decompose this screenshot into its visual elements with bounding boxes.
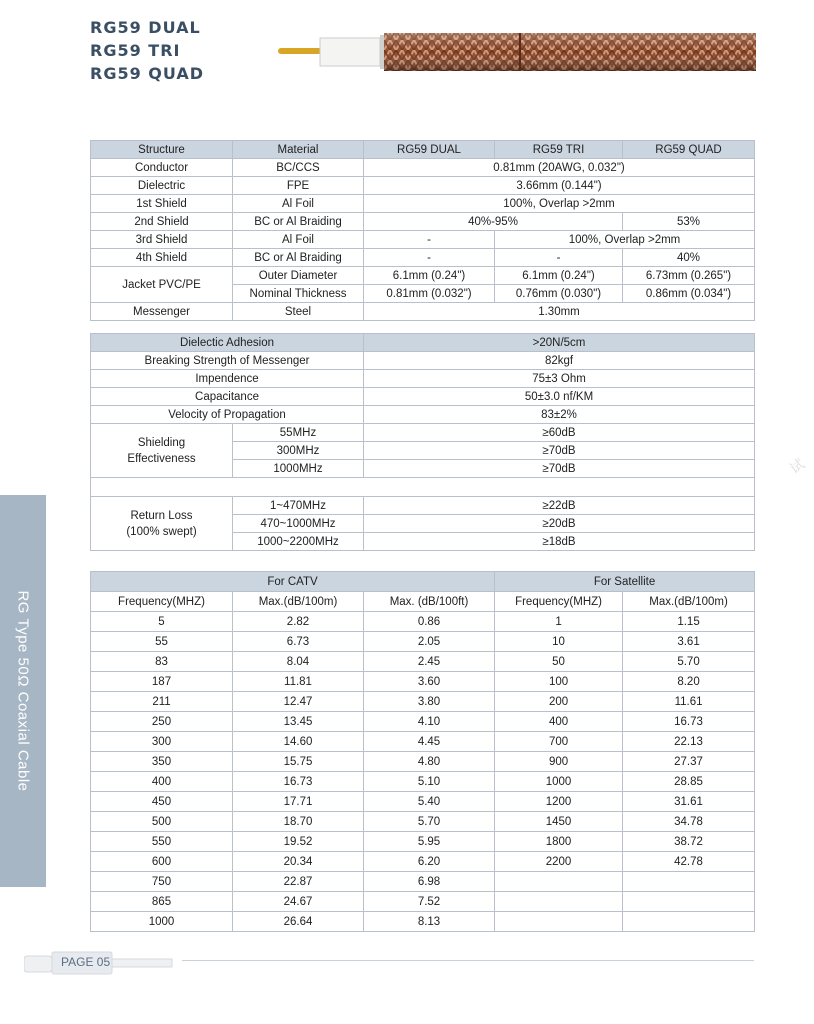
table-cell: 1000~2200MHz — [233, 533, 364, 551]
table-cell: 50 — [495, 652, 623, 672]
table-cell: 6.73 — [233, 632, 364, 652]
table-header-row — [91, 572, 755, 592]
table-cell: 38.72 — [623, 832, 755, 852]
table-cell: 11.81 — [233, 672, 364, 692]
table-cell: 16.73 — [623, 712, 755, 732]
table-row — [91, 732, 755, 752]
table-cell: Return Loss (100% swept) — [91, 497, 233, 551]
table-cell: Al Foil — [233, 231, 364, 249]
table-cell: 200 — [495, 692, 623, 712]
table-row — [91, 792, 755, 812]
table-cell: 10 — [495, 632, 623, 652]
table-cell: 3rd Shield — [91, 231, 233, 249]
header-cell: Structure — [91, 141, 233, 159]
table-cell: Impendence — [91, 370, 364, 388]
coax-cable-image — [276, 30, 756, 74]
table-cell: 3.66mm (0.144") — [364, 177, 755, 195]
table-cell: 22.13 — [623, 732, 755, 752]
table-row — [91, 370, 755, 388]
table-cell: 50±3.0 nf/KM — [364, 388, 755, 406]
table-cell: Dielectric — [91, 177, 233, 195]
header-cell: Max. (dB/100ft) — [364, 592, 495, 612]
table-cell: ≥60dB — [364, 424, 755, 442]
table-cell: Capacitance — [91, 388, 364, 406]
table-cell: 0.86 — [364, 612, 495, 632]
table-cell — [623, 872, 755, 892]
table-cell: 5.95 — [364, 832, 495, 852]
table-cell: 600 — [91, 852, 233, 872]
table-row — [91, 752, 755, 772]
table-cell: 40%-95% — [364, 213, 623, 231]
table-cell: 6.20 — [364, 852, 495, 872]
table-row — [91, 832, 755, 852]
table-cell: 0.81mm (0.032") — [364, 285, 495, 303]
table-cell: 19.52 — [233, 832, 364, 852]
header-cell: RG59 QUAD — [623, 141, 755, 159]
table-cell: 8.04 — [233, 652, 364, 672]
table-row — [91, 852, 755, 872]
table-cell: BC/CCS — [233, 159, 364, 177]
header-cell: RG59 DUAL — [364, 141, 495, 159]
table-cell: 2.82 — [233, 612, 364, 632]
table-cell: 1200 — [495, 792, 623, 812]
table-cell: Breaking Strength of Messenger — [91, 352, 364, 370]
table-cell: 100%, Overlap >2mm — [495, 231, 755, 249]
table-cell: 75±3 Ohm — [364, 370, 755, 388]
table-cell: 187 — [91, 672, 233, 692]
table-cell: 40% — [623, 249, 755, 267]
table-cell: Shielding Effectiveness — [91, 424, 233, 478]
table-cell: 83±2% — [364, 406, 755, 424]
table-cell: 31.61 — [623, 792, 755, 812]
header-cell: Max.(dB/100m) — [623, 592, 755, 612]
table-row — [91, 352, 755, 370]
table-cell: 400 — [495, 712, 623, 732]
table-row — [91, 632, 755, 652]
table-cell: 0.86mm (0.034") — [623, 285, 755, 303]
table-cell: 17.71 — [233, 792, 364, 812]
table-cell: 1st Shield — [91, 195, 233, 213]
table-subheader-row — [91, 592, 755, 612]
table-cell: FPE — [233, 177, 364, 195]
table-cell: 55 — [91, 632, 233, 652]
table-cell: BC or Al Braiding — [233, 249, 364, 267]
table-row — [91, 672, 755, 692]
sidebar-label: RG Type 50Ω Coaxial Cable — [14, 590, 32, 792]
table-cell: 5.40 — [364, 792, 495, 812]
title-tri: RG59 TRI — [90, 41, 181, 60]
table-cell: 34.78 — [623, 812, 755, 832]
attenuation-body — [91, 612, 755, 932]
table-cell: 18.70 — [233, 812, 364, 832]
table-cell: 1000 — [91, 912, 233, 932]
table-row — [91, 177, 755, 195]
table-cell: Al Foil — [233, 195, 364, 213]
table-cell: 24.67 — [233, 892, 364, 912]
table-cell: Velocity of Propagation — [91, 406, 364, 424]
table-row — [91, 497, 755, 515]
title-quad: RG59 QUAD — [90, 64, 205, 83]
table-row — [91, 872, 755, 892]
table-cell: 350 — [91, 752, 233, 772]
sidebar-tab — [0, 495, 46, 887]
title-dual: RG59 DUAL — [90, 18, 201, 37]
table-cell: 22.87 — [233, 872, 364, 892]
electrical-table — [90, 333, 755, 551]
table-cell: 4.10 — [364, 712, 495, 732]
table-cell: 53% — [623, 213, 755, 231]
table-cell: Conductor — [91, 159, 233, 177]
table-cell: 6.73mm (0.265") — [623, 267, 755, 285]
table-row — [91, 267, 755, 285]
table-cell: 3.61 — [623, 632, 755, 652]
table-cell: 300 — [91, 732, 233, 752]
table-cell: 100%, Overlap >2mm — [364, 195, 755, 213]
table-cell: ≥70dB — [364, 442, 755, 460]
table-cell: 900 — [495, 752, 623, 772]
table-cell: 2200 — [495, 852, 623, 872]
table-cell: 55MHz — [233, 424, 364, 442]
footer-divider — [182, 960, 754, 961]
table-cell: 1.15 — [623, 612, 755, 632]
table-cell: 500 — [91, 812, 233, 832]
table-cell: 6.98 — [364, 872, 495, 892]
table-cell: 8.13 — [364, 912, 495, 932]
table-cell: 8.20 — [623, 672, 755, 692]
table-cell: 6.1mm (0.24") — [364, 267, 495, 285]
table-cell: 5.70 — [364, 812, 495, 832]
table-cell: 4.45 — [364, 732, 495, 752]
table-row — [91, 231, 755, 249]
table-cell: >20N/5cm — [364, 334, 755, 352]
table-cell: 100 — [495, 672, 623, 692]
table-cell: 0.81mm (20AWG, 0.032") — [364, 159, 755, 177]
header-cell: Frequency(MHZ) — [495, 592, 623, 612]
table-cell: 5.10 — [364, 772, 495, 792]
table-cell: 1800 — [495, 832, 623, 852]
table-cell: - — [495, 249, 623, 267]
table-cell: 250 — [91, 712, 233, 732]
table-cell: ≥70dB — [364, 460, 755, 478]
table-row — [91, 692, 755, 712]
header-cell: Max.(dB/100m) — [233, 592, 364, 612]
table-cell: 5.70 — [623, 652, 755, 672]
table-cell: 4th Shield — [91, 249, 233, 267]
table-cell: Dielectic Adhesion — [91, 334, 364, 352]
table-cell: 6.1mm (0.24") — [495, 267, 623, 285]
table-row — [91, 424, 755, 442]
header-cell: Material — [233, 141, 364, 159]
table-cell: 1 — [495, 612, 623, 632]
table-cell: Jacket PVC/PE — [91, 267, 233, 303]
satellite-title: For Satellite — [495, 572, 755, 592]
table-row — [91, 213, 755, 231]
table-cell: 2.45 — [364, 652, 495, 672]
table-row — [91, 249, 755, 267]
table-cell: 1000 — [495, 772, 623, 792]
spacer-row — [91, 478, 755, 497]
table-cell: 865 — [91, 892, 233, 912]
table-cell: 1~470MHz — [233, 497, 364, 515]
table-row — [91, 712, 755, 732]
table-row — [91, 892, 755, 912]
table-cell — [623, 912, 755, 932]
table-cell: Nominal Thickness — [233, 285, 364, 303]
table-cell: 15.75 — [233, 752, 364, 772]
table-row — [91, 652, 755, 672]
table-cell: 82kgf — [364, 352, 755, 370]
table-cell: ≥20dB — [364, 515, 755, 533]
table-header-row — [91, 334, 755, 352]
table-cell: 211 — [91, 692, 233, 712]
table-cell: - — [364, 249, 495, 267]
table-cell: 2.05 — [364, 632, 495, 652]
table-cell: 83 — [91, 652, 233, 672]
table-cell: 7.52 — [364, 892, 495, 912]
table-cell: 26.64 — [233, 912, 364, 932]
table-cell: 12.47 — [233, 692, 364, 712]
table-cell: ≥18dB — [364, 533, 755, 551]
table-cell: - — [364, 231, 495, 249]
table-cell: 3.80 — [364, 692, 495, 712]
table-cell: BC or Al Braiding — [233, 213, 364, 231]
table-cell — [91, 478, 755, 497]
table-cell: 13.45 — [233, 712, 364, 732]
table-cell — [495, 912, 623, 932]
table-cell: 5 — [91, 612, 233, 632]
table-cell: 28.85 — [623, 772, 755, 792]
table-cell: 1.30mm — [364, 303, 755, 321]
table-cell: 27.37 — [623, 752, 755, 772]
table-cell: 0.76mm (0.030") — [495, 285, 623, 303]
catv-title: For CATV — [91, 572, 495, 592]
table-cell: 300MHz — [233, 442, 364, 460]
table-row — [91, 912, 755, 932]
table-cell: ≥22dB — [364, 497, 755, 515]
table-cell — [623, 892, 755, 912]
table-cell: 1000MHz — [233, 460, 364, 478]
table-row — [91, 612, 755, 632]
table-cell: 1450 — [495, 812, 623, 832]
table-cell: 400 — [91, 772, 233, 792]
product-titles — [90, 16, 204, 85]
table-cell: 3.60 — [364, 672, 495, 692]
table-header-row — [91, 141, 755, 159]
header-cell: Frequency(MHZ) — [91, 592, 233, 612]
table-cell — [495, 872, 623, 892]
table-cell: 470~1000MHz — [233, 515, 364, 533]
table-cell: Outer Diameter — [233, 267, 364, 285]
table-cell: Steel — [233, 303, 364, 321]
table-cell: 2nd Shield — [91, 213, 233, 231]
table-row — [91, 772, 755, 792]
table-row — [91, 388, 755, 406]
table-cell: 4.80 — [364, 752, 495, 772]
table-cell: 42.78 — [623, 852, 755, 872]
attenuation-table — [90, 571, 755, 932]
structure-table — [90, 140, 755, 321]
table-row — [91, 406, 755, 424]
table-cell: 700 — [495, 732, 623, 752]
watermark: 试 — [786, 455, 808, 477]
table-cell: Messenger — [91, 303, 233, 321]
header-cell: RG59 TRI — [495, 141, 623, 159]
table-cell: 20.34 — [233, 852, 364, 872]
table-row — [91, 195, 755, 213]
page-number: PAGE 05 — [61, 955, 111, 969]
table-row — [91, 812, 755, 832]
table-row — [91, 303, 755, 321]
table-cell: 550 — [91, 832, 233, 852]
table-cell: 750 — [91, 872, 233, 892]
table-cell: 450 — [91, 792, 233, 812]
table-cell: 14.60 — [233, 732, 364, 752]
table-cell: 11.61 — [623, 692, 755, 712]
table-cell — [495, 892, 623, 912]
table-row — [91, 159, 755, 177]
table-cell: 16.73 — [233, 772, 364, 792]
